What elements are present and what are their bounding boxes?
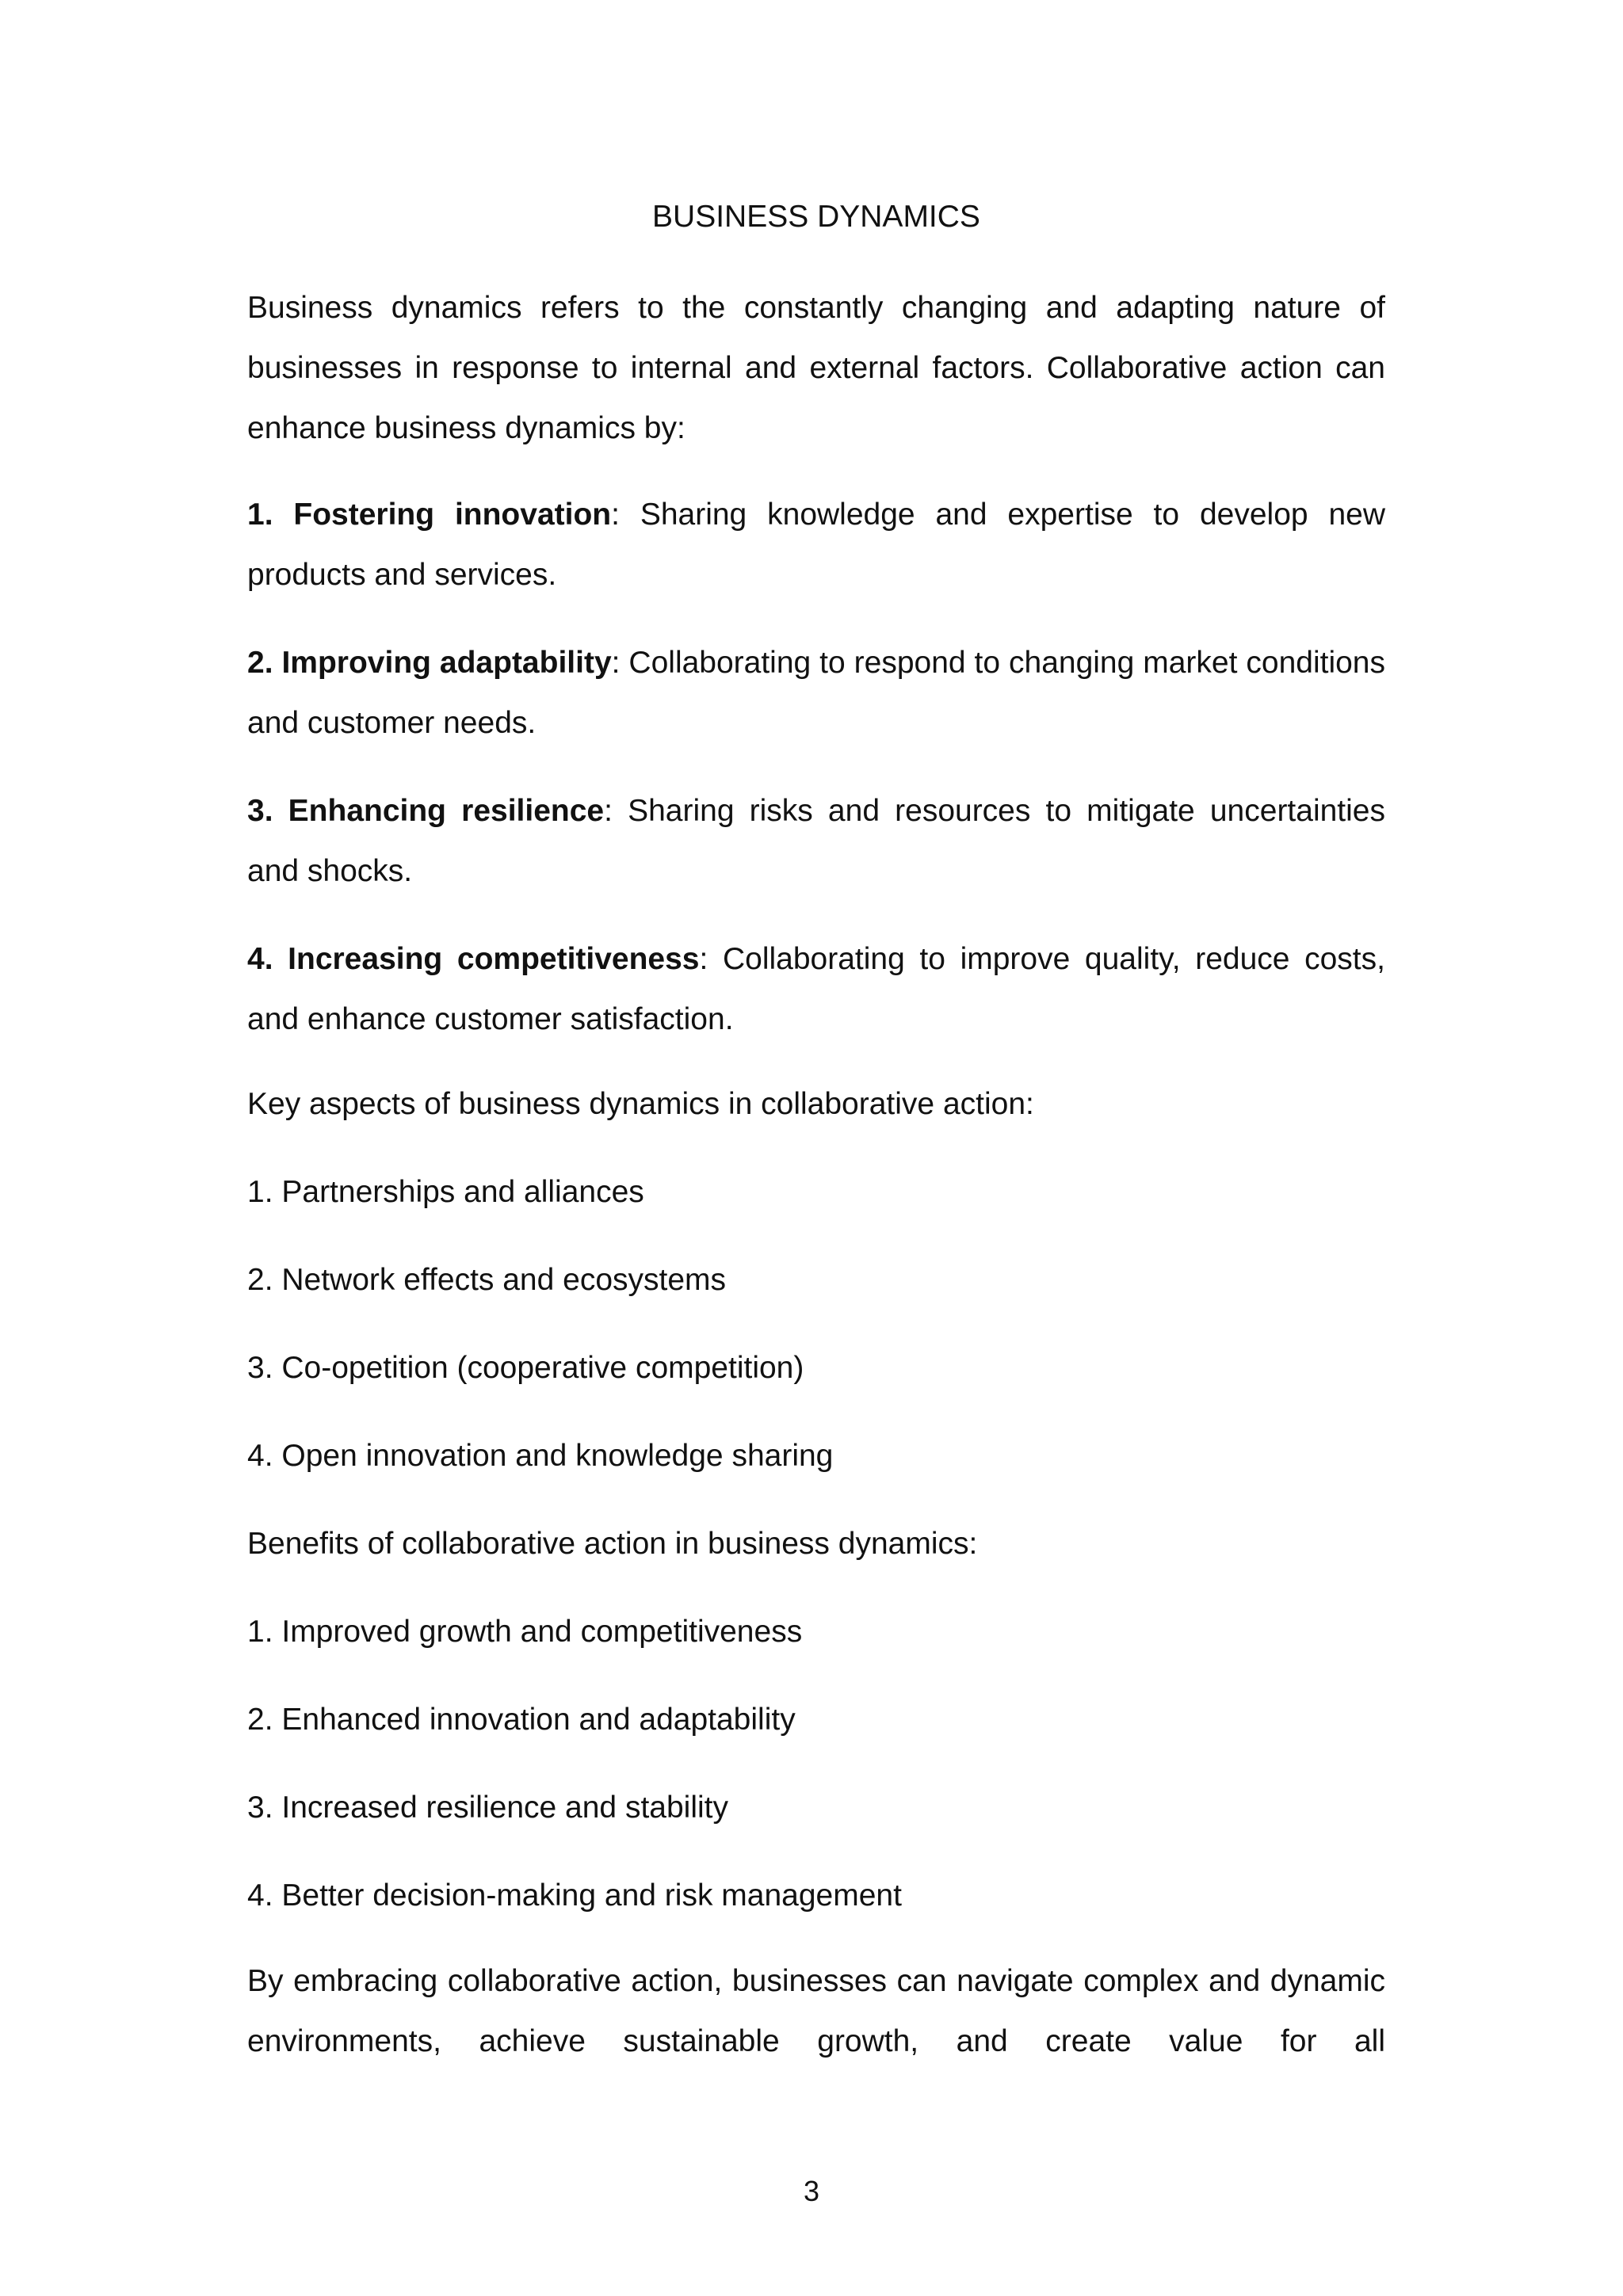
enhancement-text: : Sharing knowledge and expertise to develop new products and services. xyxy=(247,498,1385,592)
intro-paragraph: Business dynamics refers to the constantly changing and adapting nature of businesses in response to internal and external factors. Collaborative action can enhance business dynamics by: xyxy=(247,291,1385,445)
benefits-heading: Benefits of collaborative action in business dynamics: xyxy=(247,1527,978,1561)
enhancement-term: 3. Enhancing resilience xyxy=(247,794,605,828)
enhancement-item xyxy=(247,485,1385,605)
enhancement-text: : Collaborating to improve quality, reduce costs, and enhance customer satisfaction. xyxy=(247,942,1385,1036)
benefit-item: 1. Improved growth and competitiveness xyxy=(247,1615,803,1649)
enhancement-item xyxy=(247,633,1385,753)
benefit-item: 2. Enhanced innovation and adaptability xyxy=(247,1703,796,1737)
benefit-item: 4. Better decision-making and risk management xyxy=(247,1878,902,1913)
conclusion-paragraph: By embracing collaborative action, businesses can navigate complex and dynamic environments, achieve sustainable growth, and create value for all xyxy=(247,1964,1385,2058)
key-aspect-item: 1. Partnerships and alliances xyxy=(247,1175,644,1209)
key-aspect-item: 2. Network effects and ecosystems xyxy=(247,1263,727,1297)
benefit-item: 3. Increased resilience and stability xyxy=(247,1791,728,1825)
enhancement-item xyxy=(247,781,1385,902)
key-aspects-heading: Key aspects of business dynamics in collaborative action: xyxy=(247,1087,1034,1121)
key-aspect-item: 3. Co-opetition (cooperative competition) xyxy=(247,1351,804,1385)
key-aspect-item: 4. Open innovation and knowledge sharing xyxy=(247,1439,834,1473)
enhancement-item xyxy=(247,929,1385,1050)
enhancement-term: 1. Fostering innovation xyxy=(247,498,612,532)
page-number: 3 xyxy=(803,2175,820,2207)
enhancement-term: 2. Improving adaptability xyxy=(247,646,612,680)
enhancement-text: : Collaborating to respond to changing market conditions and customer needs. xyxy=(247,646,1385,740)
page-title: BUSINESS DYNAMICS xyxy=(652,200,980,234)
enhancement-text: : Sharing risks and resources to mitigate uncertainties and shocks. xyxy=(247,794,1385,888)
enhancement-term: 4. Increasing competitiveness xyxy=(247,942,700,976)
